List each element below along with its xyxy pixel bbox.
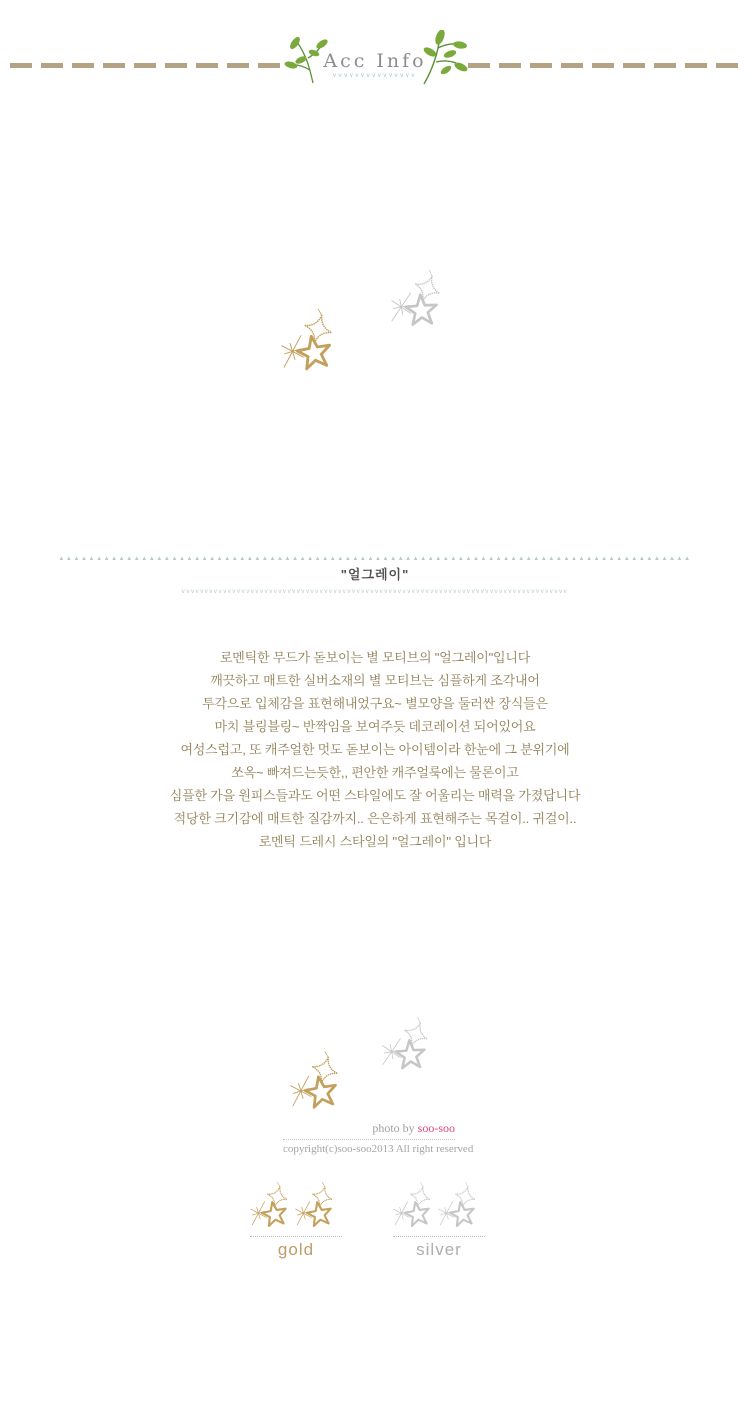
description-line: 투각으로 입체감을 표현해내었구요~ 별모양을 둘러싼 장식들은 bbox=[202, 696, 548, 711]
photo-credit bbox=[283, 1121, 455, 1140]
silver-earrings-pair-icon bbox=[393, 1182, 485, 1234]
description-line: 마치 블링블링~ 반짝임을 보여주듯 데코레이션 되어있어요 bbox=[214, 719, 536, 734]
photo-credit-block bbox=[283, 1121, 474, 1155]
description-line: 로멘틱 드레시 스타일의 "얼그레이" 입니다 bbox=[258, 834, 492, 849]
gold-earrings-pair-icon bbox=[250, 1182, 342, 1234]
leaf-sprig-icon bbox=[410, 30, 468, 85]
product-name-title: "얼그레이" bbox=[340, 567, 410, 582]
description-line: 로멘틱한 무드가 돋보이는 별 모티브의 "얼그레이"입니다 bbox=[219, 650, 531, 665]
photo-by-label: photo by bbox=[372, 1121, 418, 1135]
color-option-gold[interactable] bbox=[250, 1182, 342, 1260]
product-description bbox=[0, 646, 750, 853]
silver-option-label: silver bbox=[416, 1240, 462, 1259]
color-option-silver[interactable] bbox=[393, 1182, 485, 1260]
star-cluster-earrings-illustration bbox=[275, 263, 467, 381]
author-name: soo-soo bbox=[417, 1121, 455, 1135]
divider-triangle-row-bottom: vvvvvvvvvvvvvvvvvvvvvvvvvvvvvvvvvvvvvvvvvvvvvvvvvvvvvvvvvvvvvvvvvvvvvvvvvvvvvvvvvvvv bbox=[181, 589, 569, 595]
description-line: 여성스럽고, 또 캐주얼한 멋도 돋보이는 아이템이라 한눈에 그 분위기에 bbox=[180, 742, 570, 757]
gold-option-label: gold bbox=[277, 1240, 315, 1259]
swatch-dotted-line bbox=[393, 1236, 485, 1237]
description-line: 깨끗하고 매트한 실버소재의 별 모티브는 심플하게 조각내어 bbox=[210, 673, 540, 688]
description-line: 적당한 크기감에 매트한 질감까지.. 은은하게 표현해주는 목걸이.. 귀걸이.. bbox=[173, 811, 577, 826]
stitch-dashed-line-right bbox=[468, 63, 744, 68]
divider-triangle-row-top: ▲▲▲▲▲▲▲▲▲▲▲▲▲▲▲▲▲▲▲▲▲▲▲▲▲▲▲▲▲▲▲▲▲▲▲▲▲▲▲▲▲▲▲▲▲▲▲▲▲▲▲▲▲▲▲▲▲▲▲▲▲▲▲▲▲▲▲▲▲▲▲▲▲▲▲▲▲▲▲▲▲▲▲▲ bbox=[58, 556, 692, 562]
stitch-dashed-line-left bbox=[10, 63, 280, 68]
copyright-text: copyright(c)soo-soo2013 All right reserved bbox=[283, 1143, 474, 1155]
description-line: 심플한 가을 원피스들과도 어떤 스타일에도 잘 어울리는 매력을 가졌답니다 bbox=[169, 788, 581, 803]
header-dotted-underline: vvvvvvvvvvvvvvv bbox=[333, 73, 417, 79]
star-cluster-earrings-illustration bbox=[282, 1014, 460, 1116]
page-title: Acc Info bbox=[323, 50, 427, 72]
swatch-dotted-line bbox=[250, 1236, 342, 1237]
description-line: 쏘옥~ 빠져드는듯한,, 편안한 캐주얼룩에는 물론이고 bbox=[231, 765, 519, 780]
